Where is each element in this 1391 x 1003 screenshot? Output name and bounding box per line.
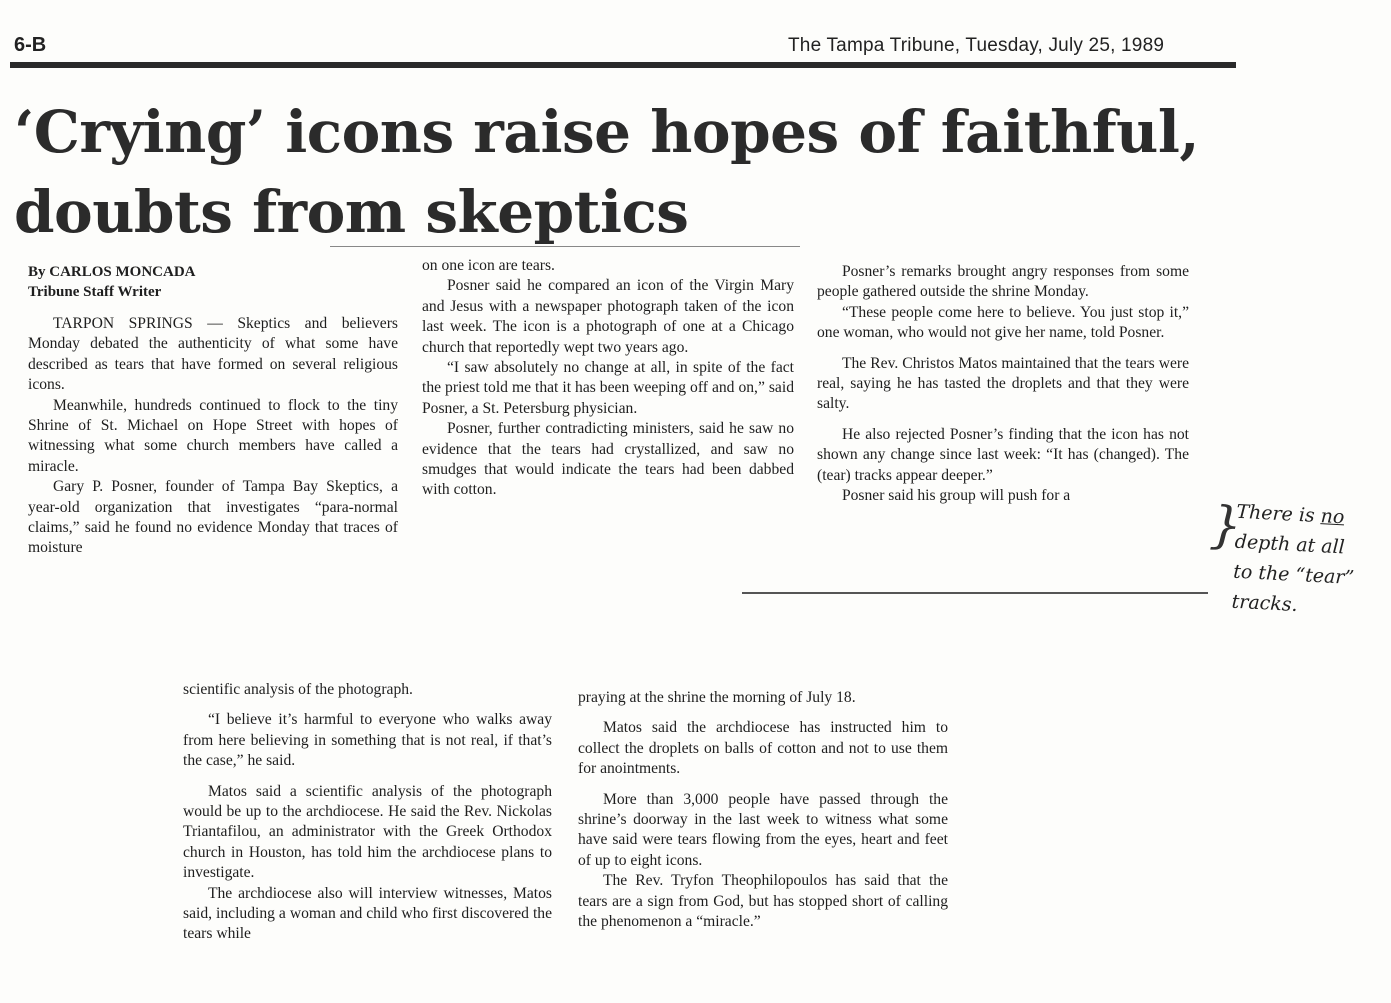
top-rule	[10, 62, 1236, 68]
article-column-4	[183, 680, 552, 945]
headline-line-1: ‘Crying’ icons raise hopes of faithful,	[14, 98, 1200, 166]
byline	[28, 262, 398, 302]
headline-line-2: doubts from skeptics	[14, 178, 689, 246]
article-column-3	[817, 262, 1189, 506]
annotation-underlined-word: no	[1320, 505, 1345, 529]
annotation-text: depth at all	[1234, 530, 1346, 559]
paragraph: Posner said his group will push for a	[841, 487, 1071, 505]
annotation-text: to the “tear”	[1232, 560, 1355, 589]
article-column-1	[28, 262, 398, 559]
article-column-5	[578, 688, 948, 932]
paragraph: More than 3,000 people have passed through the shrine’s doorway in the last week to witness what some have said were tears flowing from the eyes, heart and feet of up to eight icons.	[578, 790, 948, 869]
annotation-text: tracks.	[1231, 590, 1299, 617]
handwritten-annotation	[1205, 495, 1391, 624]
paragraph: Posner, further contradicting ministers, said he saw no evidence that the tears had crystallized, and saw no smudges that would indicate the tears had been dabbed with cotton.	[422, 420, 794, 499]
headline	[14, 92, 1254, 252]
paragraph: Matos said a scientific analysis of the photograph would be up to the archdiocese. He said the Rev. Nickolas Triantafilou, an administrator with the Greek Orthodox church in Houston, has told him the archdiocese plans to investigate.	[183, 782, 552, 882]
paragraph: scientific analysis of the photograph.	[183, 681, 413, 698]
paragraph: He also rejected Posner’s finding that the icon has not shown any change since last week: “It has (changed). The (tear) tracks appear deeper.”	[817, 425, 1189, 484]
paragraph: The archdiocese also will interview witnesses, Matos said, including a woman and child who first discovered the tears while	[183, 884, 552, 943]
paragraph: praying at the shrine the morning of July 18.	[578, 689, 856, 706]
byline-role: Tribune Staff Writer	[28, 284, 162, 300]
paragraph: “I saw absolutely no change at all, in spite of the fact the priest told me that it has been weeping off and on,” said Posner, a St. Petersburg physician.	[422, 359, 794, 417]
paragraph: “I believe it’s harmful to everyone who walks away from here believing in something that is not real, if that’s the case,” he said.	[183, 711, 552, 770]
byline-author: By CARLOS MONCADA	[28, 264, 196, 280]
paragraph: Posner’s remarks brought angry responses from some people gathered outside the shrine Monday.	[817, 263, 1189, 301]
annotation-text: There is	[1235, 500, 1322, 528]
paragraph: TARPON SPRINGS — Skeptics and believers Monday debated the authenticity of what some have described as tears that have formed on several religious icons.	[28, 315, 398, 394]
paragraph: “These people come here to believe. You just stop it,” one woman, who would not give her name, told Posner.	[817, 303, 1189, 342]
column-end-rule	[742, 592, 1208, 594]
headline-rule	[330, 246, 800, 247]
article-column-2	[422, 256, 794, 501]
paragraph: The Rev. Tryfon Theophilopoulos has said that the tears are a sign from God, but has stopped short of calling the phenomenon a “miracle.”	[578, 872, 948, 931]
paragraph: Posner said he compared an icon of the Virgin Mary and Jesus with a newspaper photograph taken of the icon last week. The icon is a photograph of one at a Chicago church that reportedly wept two years ago.	[422, 277, 794, 356]
paragraph: Gary P. Posner, founder of Tampa Bay Skeptics, a year-old organization that investigates “para-normal claims,” said he found no evidence Monday that traces of moisture	[28, 478, 398, 557]
page-folio: 6-B	[14, 34, 47, 56]
paragraph: Matos said the archdiocese has instructed him to collect the droplets on balls of cotton and not to use them for anointments.	[578, 719, 948, 778]
paragraph: The Rev. Christos Matos maintained that the tears were real, saying he has tasted the droplets and that they were salty.	[817, 354, 1189, 413]
brace-mark: }	[1208, 495, 1244, 555]
paragraph: Meanwhile, hundreds continued to flock to the tiny Shrine of St. Michael on Hope Street with hopes of witnessing what some church members have called a miracle.	[28, 396, 398, 475]
newspaper-dateline: The Tampa Tribune, Tuesday, July 25, 1989	[788, 35, 1165, 56]
paragraph: on one icon are tears.	[422, 257, 555, 274]
